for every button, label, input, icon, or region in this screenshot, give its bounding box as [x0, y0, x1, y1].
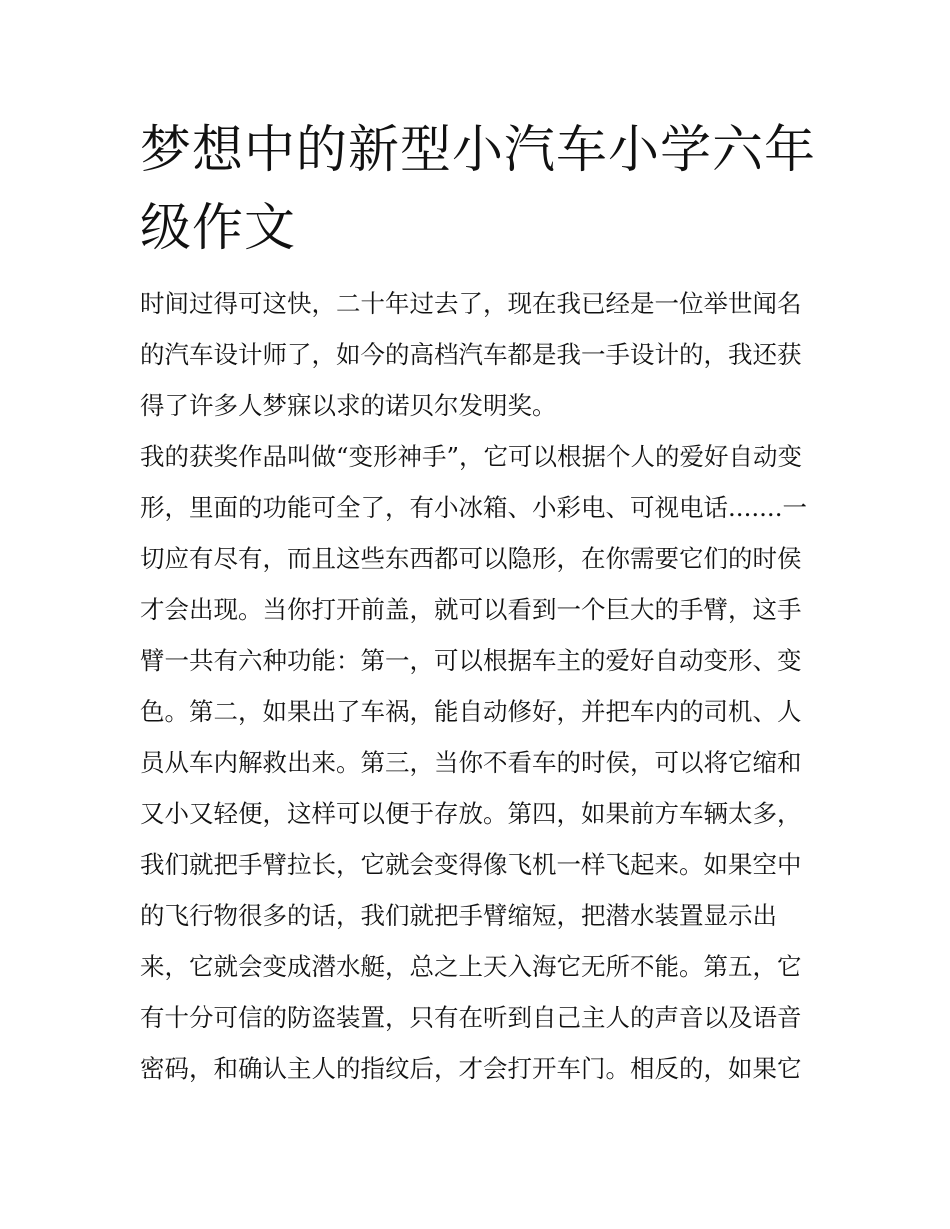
- title-line-1: 梦想中的新型小汽车小学六年: [140, 121, 817, 180]
- body-line: 色。第二，如果出了车祸，能自动修好，并把车内的司机、人: [140, 697, 802, 726]
- body-line: 臂一共有六种功能：第一，可以根据车主的爱好自动变形、变: [140, 646, 802, 675]
- document-title: [140, 112, 820, 268]
- body-line: 密码，和确认主人的指纹后，才会打开车门。相反的，如果它: [140, 1054, 802, 1083]
- body-line: 员从车内解救出来。第三，当你不看车的时侯，可以将它缩和: [140, 748, 802, 777]
- body-line: 我们就把手臂拉长，它就会变得像飞机一样飞起来。如果空中: [140, 850, 802, 879]
- document-body: [140, 278, 820, 1094]
- body-line: 才会出现。当你打开前盖，就可以看到一个巨大的手臂，这手: [140, 595, 802, 624]
- body-line: 有十分可信的防盗装置，只有在听到自己主人的声音以及语音: [140, 1003, 802, 1032]
- body-line: 我的获奖作品叫做“变形神手”，它可以根据个人的爱好自动变: [140, 442, 803, 471]
- body-line: 形，里面的功能可全了，有小冰箱、小彩电、可视电话.......一: [140, 493, 808, 522]
- body-line: 又小又轻便，这样可以便于存放。第四，如果前方车辆太多，: [140, 799, 802, 828]
- title-line-2: 级作文: [140, 199, 297, 258]
- body-line: 的汽车设计师了，如今的高档汽车都是我一手设计的，我还获: [140, 340, 802, 369]
- body-line: 的飞行物很多的话，我们就把手臂缩短，把潜水装置显示出: [140, 901, 777, 930]
- body-line: 切应有尽有，而且这些东西都可以隐形，在你需要它们的时侯: [140, 544, 802, 573]
- body-line: 来，它就会变成潜水艇，总之上天入海它无所不能。第五，它: [140, 952, 802, 981]
- body-line: 得了许多人梦寐以求的诺贝尔发明奖。: [140, 391, 557, 420]
- body-line: 时间过得可这快，二十年过去了，现在我已经是一位举世闻名: [140, 289, 802, 318]
